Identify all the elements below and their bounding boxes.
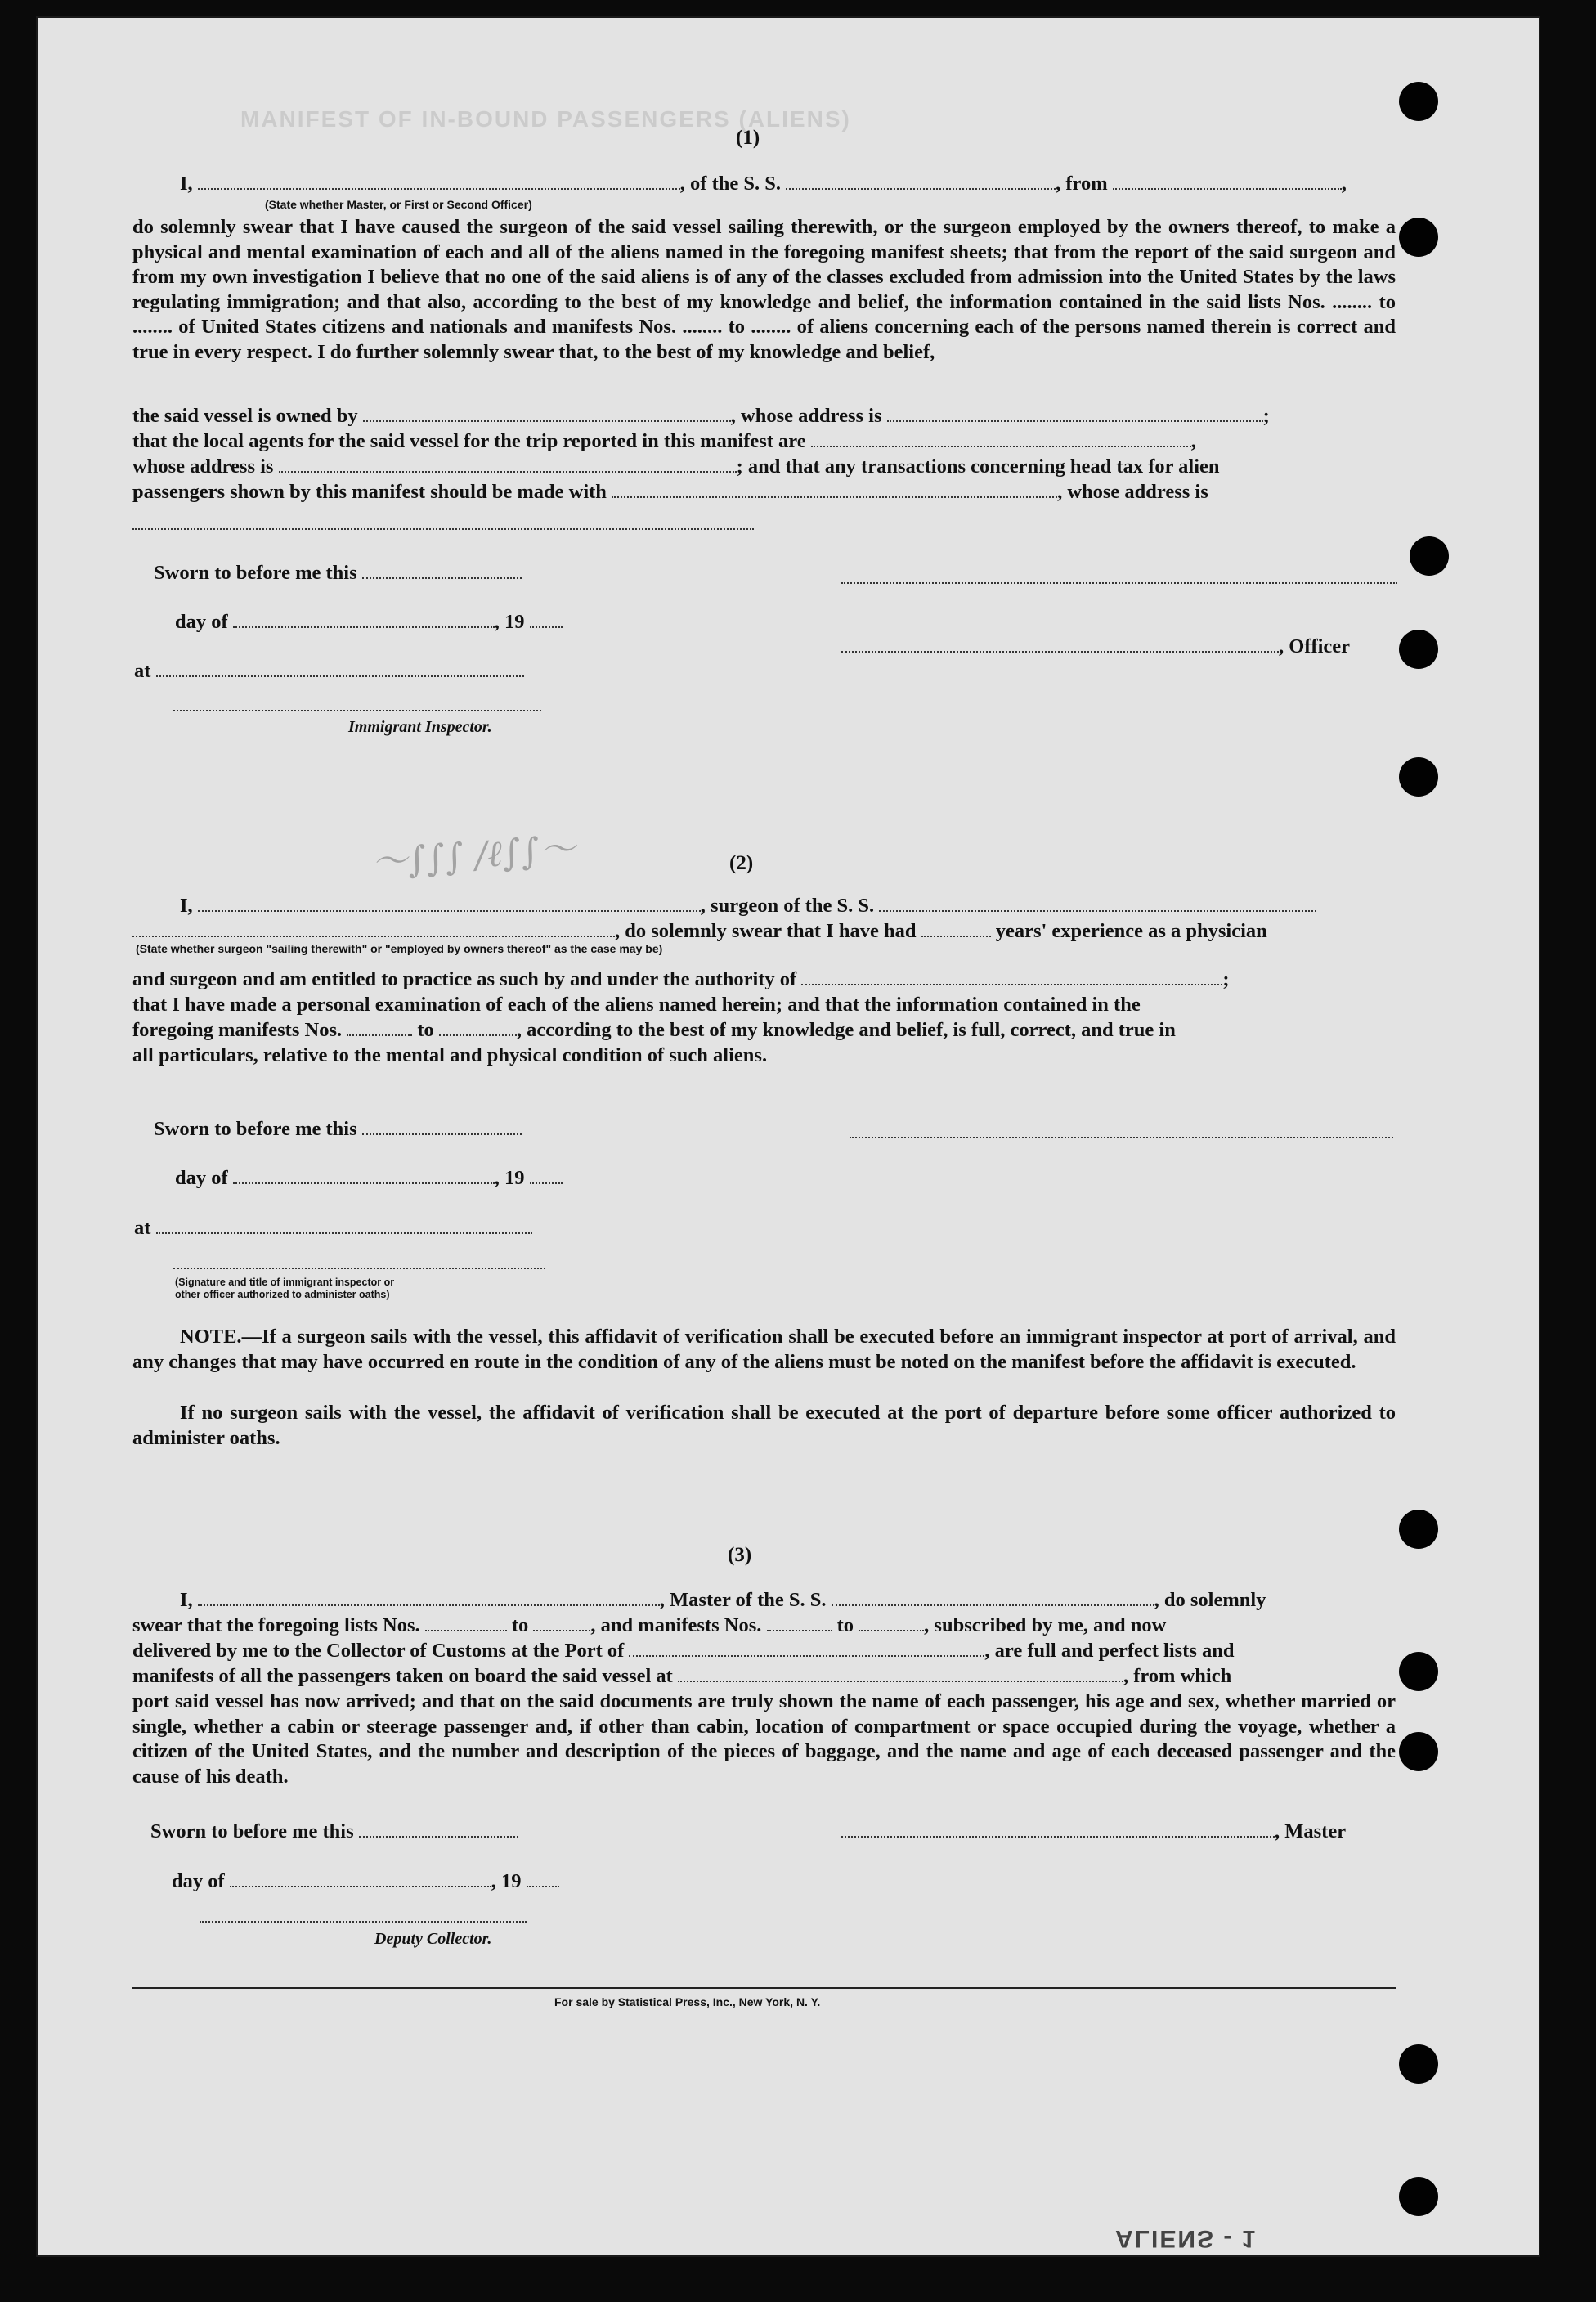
sig-note-2: other officer authorized to administer oaths) — [175, 1289, 390, 1300]
punch-hole — [1399, 630, 1438, 669]
sig-note-1: (Signature and title of immigrant inspector or — [175, 1277, 395, 1288]
section-2-line-2: , do solemnly swear that I have had years' experience as a physician — [132, 919, 1267, 944]
bleed-through-heading: MANIFEST OF IN-BOUND PASSENGERS (ALIENS) — [240, 106, 851, 132]
s2-authority: and surgeon and am entitled to practice as such by and under the authority of ; — [132, 968, 1230, 990]
section-1-body: do solemnly swear that I have caused the surgeon of the said vessel sailing therewith, or the surgeon employed by the owners thereof, to make a physical and mental examination of each and all of the aliens named in the foregoing manifest sheets; that from the report of the said surgeon and from my own investigation I believe that no one of the said aliens is of any of the classes excluded from admission into the United States by the laws regulating immigration; and that also, according to the best of my knowledge and belief, the information contained in the said lists Nos. ........ to ........ of United States citizens and nationals and manifests Nos. ........ to ........ of aliens concerning each of the persons named therein is correct and true in every respect. I do further solemnly swear that, to the best of my knowledge and belief, — [132, 216, 1396, 363]
section-3-body: port said vessel has now arrived; and that on the said documents are truly shown the name of each passenger, his age and sex, whether married or single, whether a cabin or steerage passenger and, if other than cabin, location of compartment or space occupied during the voyage, whether a citizen of the United States, and the number and description of the pieces of baggage, and the name and age of each deceased passenger and the cause of his death. — [132, 1690, 1396, 1788]
section-3-line-1: I, , Master of the S. S. , do solemnly — [180, 1589, 1266, 1611]
section-3-line-3: delivered by me to the Collector of Customs at the Port of , are full and perfect lists and — [132, 1640, 1235, 1662]
note-paragraph-1: NOTE.—If a surgeon sails with the vessel, this affidavit of verification shall be executed before an immigrant inspector at port of arrival, and any changes that may have occurred en route in the condition of any of the aliens must be noted on the manifest before the affidavit is executed. — [132, 1326, 1396, 1373]
punch-hole — [1399, 218, 1438, 257]
s2-inspector-rule — [173, 1268, 545, 1269]
punch-hole — [1399, 2044, 1438, 2084]
punch-hole — [1399, 1510, 1438, 1549]
section-3-line-4: manifests of all the passengers taken on board the said vessel at , from which — [132, 1665, 1232, 1687]
punch-hole — [1399, 82, 1438, 121]
owned-by-line: the said vessel is owned by , whose address is ; — [132, 405, 1270, 427]
s2-examination: that I have made a personal examination of each of the aliens named herein; and that the information contained in the — [132, 994, 1141, 1016]
s1-inspector-rule — [173, 710, 541, 711]
printer-credit: For sale by Statistical Press, Inc., New York, N. Y. — [554, 1995, 821, 2008]
s3-day-of: day of , 19 — [172, 1869, 559, 1894]
s2-sworn: Sworn to before me this — [154, 1117, 522, 1142]
s2-foregoing: foregoing manifests Nos. to , according to the best of my knowledge and belief, is full, correct, and true in — [132, 1019, 1176, 1041]
whose-address-line: whose address is ; and that any transactions concerning head tax for alien — [132, 455, 1220, 478]
s1-day-of: day of , 19 — [175, 610, 563, 635]
punch-hole — [1399, 1652, 1438, 1691]
punch-hole — [1399, 2177, 1438, 2216]
deputy-collector-label: Deputy Collector. — [374, 1930, 492, 1948]
s3-collector-rule — [200, 1921, 527, 1923]
note-paragraph-2: If no surgeon sails with the vessel, the affidavit of verification shall be executed at the port of departure before some officer authorized to administer oaths. — [132, 1402, 1396, 1449]
local-agents-line: that the local agents for the said vessel for the trip reported in this manifest are , — [132, 430, 1196, 452]
s1-signature-rule — [841, 582, 1397, 584]
section-3-line-2: swear that the foregoing lists Nos. to , and manifests Nos. to , subscribed by me, and now — [132, 1614, 1167, 1636]
s1-sworn: Sworn to before me this — [154, 561, 522, 586]
surgeon-note: (State whether surgeon "sailing therewith" or "employed by owners thereof" as the case may be) — [136, 942, 663, 955]
immigrant-inspector-label: Immigrant Inspector. — [348, 718, 492, 736]
s2-signature-rule — [850, 1137, 1393, 1138]
section-2-line-1: I, , surgeon of the S. S. — [180, 894, 1316, 918]
manifest-page — [36, 16, 1540, 2257]
faint-signature: 〜∫∫∫ /ℓ∫∫〜 — [370, 828, 577, 884]
punch-hole — [1399, 1732, 1438, 1771]
s3-master: , Master — [841, 1820, 1346, 1844]
s1-at: at — [134, 659, 524, 684]
bleed-through-footer: ALIENS - 1 — [1115, 2225, 1258, 2252]
s1-officer: , Officer — [841, 635, 1350, 659]
s2-particulars: all particulars, relative to the mental and physical condition of such aliens. — [132, 1044, 768, 1066]
s2-day-of: day of , 19 — [175, 1166, 563, 1191]
section-1-line-1: I, , of the S. S. , from , — [180, 173, 1347, 195]
section-3-number: (3) — [728, 1544, 752, 1566]
s2-at: at — [134, 1216, 532, 1241]
address-rule — [132, 528, 754, 530]
section-2-number: (2) — [729, 852, 754, 874]
footer-rule — [132, 1987, 1396, 1989]
punch-hole — [1410, 536, 1449, 576]
section-1-number: (1) — [736, 127, 760, 149]
s3-sworn: Sworn to before me this — [150, 1820, 518, 1844]
officer-note: (State whether Master, or First or Second Officer) — [265, 198, 532, 211]
head-tax-line: passengers shown by this manifest should be made with , whose address is — [132, 481, 1208, 503]
punch-hole — [1399, 757, 1438, 797]
